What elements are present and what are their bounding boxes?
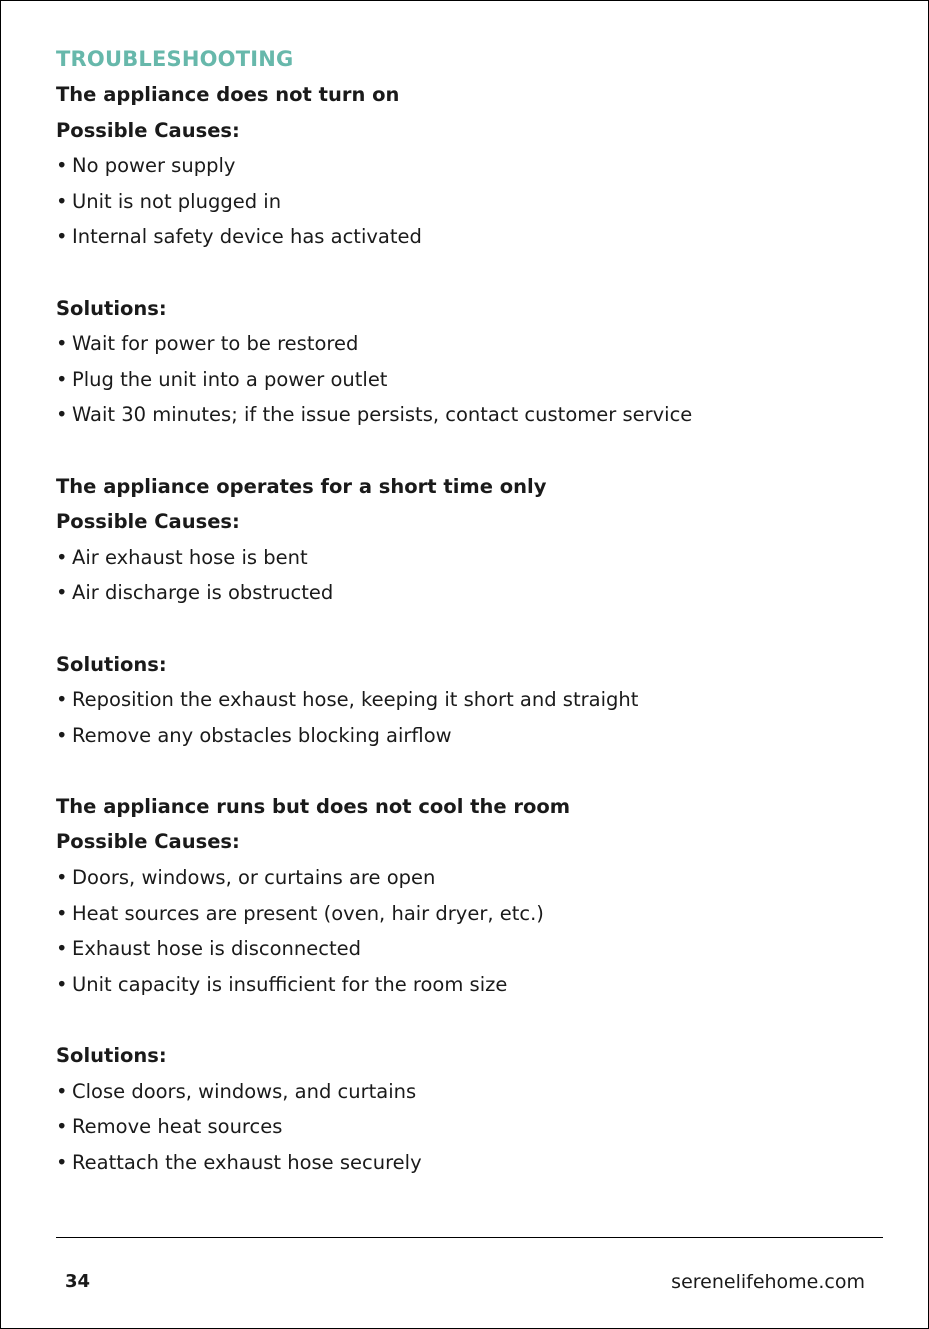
troubleshooting-section: [56, 77, 886, 469]
bullet-dot: •: [56, 937, 68, 961]
bullet-dot: •: [56, 1079, 68, 1103]
section-heading: The appliance operates for a short time only: [56, 474, 547, 498]
cause-item: [56, 575, 886, 611]
cause-item: [56, 896, 886, 932]
page-title: TROUBLESHOOTING: [56, 47, 294, 71]
spacer: [56, 611, 886, 647]
list-item-text: Remove heat sources: [72, 1115, 283, 1139]
troubleshooting-section: [56, 469, 886, 789]
solution-item: [56, 718, 886, 754]
solutions-label: Solutions:: [56, 296, 167, 320]
spacer: [56, 255, 886, 291]
bullet-dot: •: [56, 688, 68, 712]
solutions-label: Solutions:: [56, 1044, 167, 1068]
list-item-text: Remove any obstacles blocking airflow: [72, 723, 452, 747]
bullet-dot: •: [56, 1115, 68, 1139]
cause-item: [56, 931, 886, 967]
solution-item: [56, 682, 886, 718]
list-item-text: Air discharge is obstructed: [72, 581, 334, 605]
solution-item: [56, 1145, 886, 1181]
list-item-text: Internal safety device has activated: [72, 225, 422, 249]
troubleshooting-sections: [56, 77, 886, 1180]
list-item-text: Plug the unit into a power outlet: [72, 367, 388, 391]
cause-item: [56, 184, 886, 220]
bullet-dot: •: [56, 723, 68, 747]
list-item-text: Heat sources are present (oven, hair dryer, etc.): [72, 901, 544, 925]
bullet-dot: •: [56, 901, 68, 925]
list-item-text: Reattach the exhaust hose securely: [72, 1150, 422, 1174]
solution-item: [56, 362, 886, 398]
section-heading: The appliance does not turn on: [56, 83, 400, 106]
cause-item: [56, 540, 886, 576]
causes-label: Possible Causes:: [56, 118, 240, 142]
list-item-text: Exhaust hose is disconnected: [72, 937, 362, 961]
bullet-dot: •: [56, 332, 68, 356]
cause-item: [56, 148, 886, 184]
bullet-dot: •: [56, 367, 68, 391]
list-item-text: Air exhaust hose is bent: [72, 545, 308, 569]
troubleshooting-section: [56, 789, 886, 1181]
bullet-dot: •: [56, 545, 68, 569]
bullet-dot: •: [56, 1150, 68, 1174]
cause-item: [56, 967, 886, 1003]
footer-divider: [56, 1237, 883, 1238]
bullet-dot: •: [56, 403, 68, 427]
solution-item: [56, 326, 886, 362]
bullet-dot: •: [56, 866, 68, 890]
spacer: [56, 1002, 886, 1038]
section-heading: The appliance runs but does not cool the room: [56, 794, 571, 818]
solution-item: [56, 397, 886, 433]
list-item-text: Wait 30 minutes; if the issue persists, contact customer service: [72, 403, 693, 427]
list-item-text: Unit capacity is insufficient for the room size: [72, 972, 508, 996]
bullet-dot: •: [56, 225, 68, 249]
bullet-dot: •: [56, 189, 68, 213]
causes-label: Possible Causes:: [56, 510, 240, 534]
causes-label: Possible Causes:: [56, 830, 240, 854]
page-content: [56, 42, 886, 1180]
spacer: [56, 753, 886, 789]
website-url: serenelifehome.com: [671, 1271, 865, 1293]
list-item-text: No power supply: [72, 154, 236, 178]
list-item-text: Wait for power to be restored: [72, 332, 359, 356]
cause-item: [56, 860, 886, 896]
list-item-text: Reposition the exhaust hose, keeping it short and straight: [72, 688, 639, 712]
bullet-dot: •: [56, 154, 68, 178]
list-item-text: Close doors, windows, and curtains: [72, 1079, 417, 1103]
solution-item: [56, 1074, 886, 1110]
bullet-dot: •: [56, 581, 68, 605]
solution-item: [56, 1109, 886, 1145]
solutions-label: Solutions:: [56, 652, 167, 676]
bullet-dot: •: [56, 972, 68, 996]
cause-item: [56, 219, 886, 255]
page-number: 34: [65, 1271, 91, 1292]
spacer: [56, 433, 886, 469]
list-item-text: Unit is not plugged in: [72, 189, 282, 213]
list-item-text: Doors, windows, or curtains are open: [72, 866, 436, 890]
